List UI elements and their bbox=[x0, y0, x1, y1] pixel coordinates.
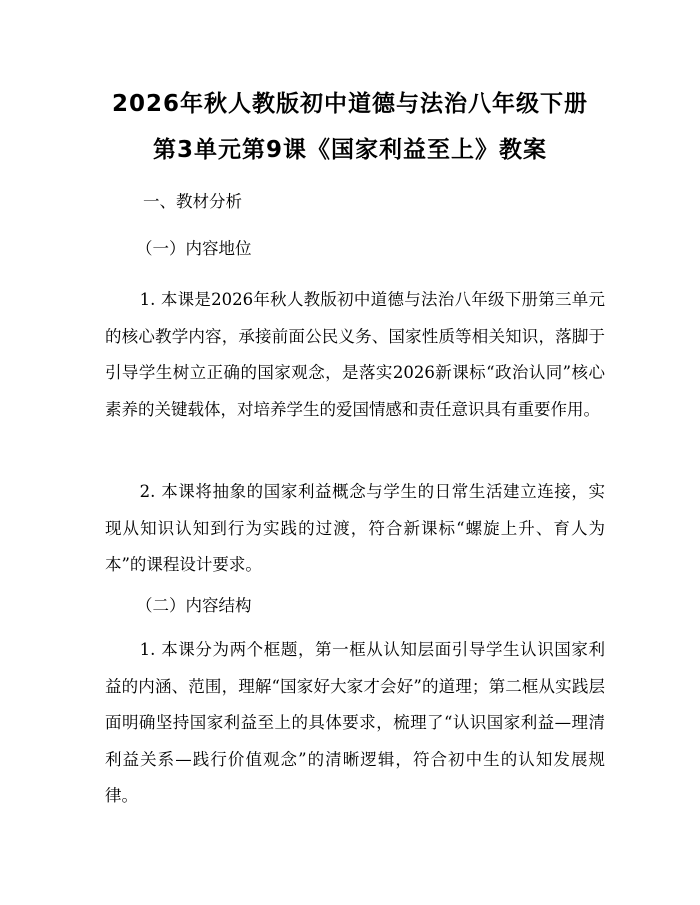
paragraph-content-position-1: 1. 本课是2026年秋人教版初中道德与法治八年级下册第三单元的核心教学内容，承接前面公民义务、国家性质等相关知识，落脚于引导学生树立正确的国家观念，是落实2026新课标“政治认同”核心素养的关键载体，对培养学生的爱国情感和责任意识具有重要作用。 bbox=[105, 290, 605, 419]
paragraph-content-position-2: 2. 本课将抽象的国家利益概念与学生的日常生活建立连接，实现从知识认知到行为实践的过渡，符合新课标“螺旋上升、育人为本”的课程设计要求。 bbox=[105, 482, 605, 574]
subsection-heading-content-structure: （二）内容结构 bbox=[136, 596, 252, 615]
document-title-line-1: 2026年秋人教版初中道德与法治八年级下册 bbox=[111, 91, 588, 117]
subsection-heading-content-position: （一）内容地位 bbox=[136, 239, 252, 258]
paragraph-content-structure-1: 1. 本课分为两个框题，第一框从认知层面引导学生认识国家利益的内涵、范围，理解“国家好大家才会好”的道理；第二框从实践层面明确坚持国家利益至上的具体要求，梳理了“认识国家利益—理清利益关系—践行价值观念”的清晰逻辑，符合初中生的认知发展规律。 bbox=[105, 640, 605, 805]
document-title-line-2: 第3单元第9课《国家利益至上》教案 bbox=[152, 137, 547, 163]
section-heading-textbook-analysis: 一、教材分析 bbox=[143, 192, 242, 211]
